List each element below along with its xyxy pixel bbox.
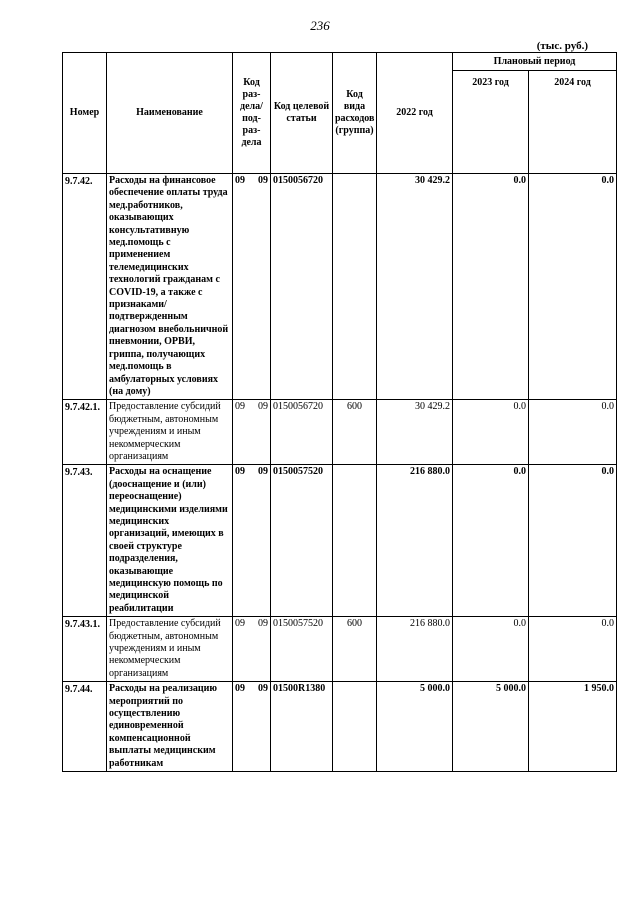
units-label: (тыс. руб.): [536, 40, 588, 52]
row-2022-value: 216 880.0: [377, 465, 453, 617]
table-row: [63, 465, 617, 617]
section-code: 09: [235, 618, 245, 630]
section-code: 09: [235, 175, 245, 186]
table-row: [63, 400, 617, 465]
row-2022-value: 30 429.2: [377, 400, 453, 465]
row-name: Расходы на реализацию мероприятий по осуществлению единовременной компенсационной выплаты медицинским работникам: [107, 682, 233, 772]
row-target-code: 0150057520: [271, 465, 333, 617]
table-row: [63, 617, 617, 682]
row-2023-value: 0.0: [453, 465, 529, 617]
header-target: Код целевой статьи: [271, 53, 333, 174]
row-2023-value: 0.0: [453, 174, 529, 400]
row-type-code: 600: [333, 400, 377, 465]
header-2024: 2024 год: [529, 71, 617, 174]
page-number: 236: [310, 18, 330, 33]
row-2024-value: 0.0: [529, 465, 617, 617]
section-code: 09: [235, 401, 245, 413]
row-2024-value: 1 950.0: [529, 682, 617, 772]
row-number: 9.7.43.1.: [63, 617, 107, 682]
row-name: Предоставление субсидий бюджетным, автономным учреждениям и иным некоммерческим организациям: [107, 400, 233, 465]
header-type: Код вида расходов (группа): [333, 53, 377, 174]
budget-table: [62, 52, 617, 772]
subsection-code: 09: [258, 401, 268, 413]
row-name: Расходы на финансовое обеспечение оплаты труда мед.работников, оказывающих консультативную мед.помощь с применением телемедицинских технологий гражданам с COVID-19, а также с признаками/подтвержденным диагнозом внебольничной пневмонии, ОРВИ, гриппа, получающих мед.помощь в амбулаторных условиях (на дому): [107, 174, 233, 400]
row-2024-value: 0.0: [529, 617, 617, 682]
row-type-code: [333, 465, 377, 617]
row-2023-value: 5 000.0: [453, 682, 529, 772]
header-section: Код раз-дела/ под-раз-дела: [233, 53, 271, 174]
row-2024-value: 0.0: [529, 174, 617, 400]
section-code: 09: [235, 683, 245, 695]
subsection-code: 09: [258, 466, 268, 478]
row-number: 9.7.44.: [63, 682, 107, 772]
table-row: [63, 682, 617, 772]
row-section-code: [233, 682, 271, 772]
row-target-code: 0150056720: [271, 400, 333, 465]
row-section-code: [233, 400, 271, 465]
header-2023: 2023 год: [453, 71, 529, 174]
row-section-code: [233, 465, 271, 617]
row-2022-value: 216 880.0: [377, 617, 453, 682]
header-name: Наименование: [107, 53, 233, 174]
row-section-code: [233, 617, 271, 682]
row-type-code: [333, 682, 377, 772]
row-number: 9.7.42.1.: [63, 400, 107, 465]
header-2022: 2022 год: [377, 53, 453, 174]
row-2022-value: 30 429.2: [377, 174, 453, 400]
row-section-code: [233, 174, 271, 400]
row-2023-value: 0.0: [453, 400, 529, 465]
row-target-code: 0150057520: [271, 617, 333, 682]
row-name: Расходы на оснащение (дооснащение и (или) переоснащение) медицинскими изделиями медицинских организаций, имеющих в своей структуре подразделения, оказывающие медицинскую помощь по медицинской реабилитации: [107, 465, 233, 617]
row-target-code: 01500R1380: [271, 682, 333, 772]
row-target-code: 0150056720: [271, 174, 333, 400]
row-2022-value: 5 000.0: [377, 682, 453, 772]
row-number: 9.7.42.: [63, 174, 107, 400]
row-type-code: 600: [333, 617, 377, 682]
row-2024-value: 0.0: [529, 400, 617, 465]
table-row: [63, 174, 617, 400]
subsection-code: 09: [258, 683, 268, 695]
subsection-code: 09: [258, 618, 268, 630]
row-2023-value: 0.0: [453, 617, 529, 682]
row-type-code: [333, 174, 377, 400]
header-number: Номер: [63, 53, 107, 174]
row-number: 9.7.43.: [63, 465, 107, 617]
header-planned-period: Плановый период: [453, 53, 617, 71]
row-name: Предоставление субсидий бюджетным, автономным учреждениям и иным некоммерческим организациям: [107, 617, 233, 682]
section-code: 09: [235, 466, 245, 478]
subsection-code: 09: [258, 175, 268, 186]
